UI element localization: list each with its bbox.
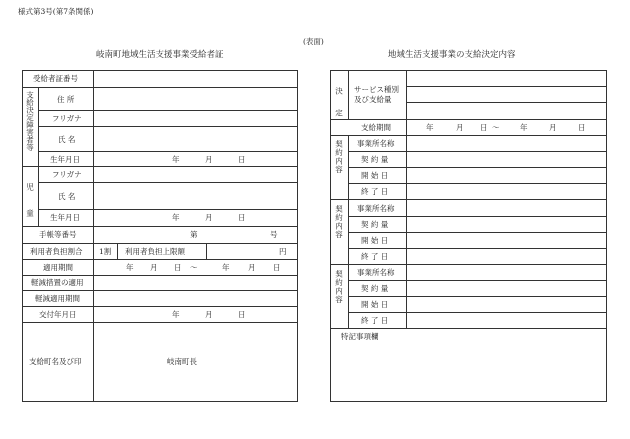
- right-hline: [330, 199, 607, 200]
- recipient-group-label: 支給決定障害者等: [25, 91, 35, 151]
- furigana-label: フリガナ: [52, 114, 82, 123]
- reduction-label: 軽減措置の適用: [31, 278, 84, 287]
- period-start-day: 日: [174, 263, 182, 272]
- contract-group-label-1: 契約内容: [334, 140, 344, 174]
- contract-group-label-3: 契約内容: [334, 270, 344, 304]
- right-hline: [330, 119, 607, 120]
- contract-amount-label-2: 契 約 量: [361, 220, 389, 229]
- left-hline: [38, 110, 298, 111]
- service-type-label-1: サービス種別: [354, 85, 399, 94]
- right-hline: [406, 102, 607, 103]
- period-end-year: 年: [222, 263, 230, 272]
- burden-ratio-value: 1割: [99, 247, 112, 256]
- supply-tilde: ～: [492, 123, 500, 132]
- left-title: 岐南町地域生活支援事業受給者証: [96, 50, 224, 60]
- end-date-label-2: 終 了 日: [361, 252, 389, 261]
- right-hline: [348, 280, 607, 281]
- left-hline: [22, 87, 298, 88]
- end-date-label-1: 終 了 日: [361, 187, 389, 196]
- child-birthdate-label: 生年月日: [50, 213, 80, 222]
- issue-day: 日: [238, 310, 246, 319]
- decision-label: 決 定: [334, 87, 344, 123]
- start-date-label-3: 開 始 日: [361, 300, 389, 309]
- decision-sep: [348, 70, 349, 119]
- left-hline: [38, 182, 298, 183]
- burden-sep: [117, 243, 118, 259]
- address-label: 住 所: [57, 95, 75, 104]
- right-hline: [348, 167, 607, 168]
- birthdate-label: 生年月日: [50, 155, 80, 164]
- right-hline: [348, 312, 607, 313]
- right-hline: [330, 328, 607, 329]
- left-hline: [22, 243, 298, 244]
- office-name-label-2: 事業所名称: [357, 204, 395, 213]
- right-hline: [348, 232, 607, 233]
- start-date-label-2: 開 始 日: [361, 236, 389, 245]
- supply-end-year: 年: [520, 123, 528, 132]
- supply-end-day: 日: [578, 123, 586, 132]
- notes-label: 特記事項欄: [341, 332, 379, 341]
- left-hline: [22, 322, 298, 323]
- town-name: 岐南町長: [167, 357, 197, 366]
- left-hline: [22, 166, 298, 167]
- child-furigana-label: フリガナ: [52, 170, 82, 179]
- supply-end-month: 月: [549, 123, 557, 132]
- supply-period-label: 支給期間: [361, 123, 391, 132]
- right-hline: [348, 296, 607, 297]
- issue-year: 年: [172, 310, 180, 319]
- left-hline: [22, 275, 298, 276]
- left-col-line: [93, 70, 94, 402]
- office-name-label-1: 事業所名称: [357, 139, 395, 148]
- left-hline: [22, 290, 298, 291]
- supply-start-year: 年: [426, 123, 434, 132]
- child-group-label: 児 童: [25, 183, 35, 225]
- period-start-month: 月: [150, 263, 158, 272]
- issue-date-label: 交付年月日: [39, 310, 77, 319]
- right-hline: [406, 86, 607, 87]
- form-number: 様式第3号(第7条関係): [18, 7, 94, 16]
- left-hline: [22, 306, 298, 307]
- side-label: (表面): [303, 37, 324, 46]
- supply-start-month: 月: [456, 123, 464, 132]
- period-tilde: ～: [190, 263, 198, 272]
- left-hline: [22, 259, 298, 260]
- child-name-label: 氏 名: [58, 192, 76, 201]
- contract-amount-label-3: 契 約 量: [361, 284, 389, 293]
- child-birth-month: 月: [205, 213, 213, 222]
- right-hline: [348, 216, 607, 217]
- service-type-label-2: 及び支給量: [354, 95, 392, 104]
- child-birth-year: 年: [172, 213, 180, 222]
- end-date-label-3: 終 了 日: [361, 316, 389, 325]
- handbook-label: 手帳等番号: [39, 230, 77, 239]
- right-hline: [330, 264, 607, 265]
- period-label: 適用期間: [43, 263, 73, 272]
- birth-month: 月: [205, 155, 213, 164]
- left-hline: [38, 209, 298, 210]
- left-group-line: [38, 87, 39, 226]
- right-hline: [348, 248, 607, 249]
- burden-ratio-label: 利用者負担割合: [30, 247, 83, 256]
- right-title: 地域生活支援事業の支給決定内容: [388, 50, 516, 60]
- right-hline: [348, 183, 607, 184]
- burden-limit-label: 利用者負担上限額: [125, 247, 185, 256]
- period-start-year: 年: [126, 263, 134, 272]
- child-birth-day: 日: [238, 213, 246, 222]
- start-date-label-1: 開 始 日: [361, 171, 389, 180]
- left-hline: [38, 126, 298, 127]
- period-end-day: 日: [273, 263, 281, 272]
- right-hline: [348, 151, 607, 152]
- handbook-dai: 第: [190, 230, 198, 239]
- contract-group-label-2: 契約内容: [334, 205, 344, 239]
- left-hline: [22, 226, 298, 227]
- left-hline: [38, 151, 298, 152]
- reduction-period-label: 軽減適用期間: [35, 294, 80, 303]
- handbook-go: 号: [270, 230, 278, 239]
- supply-start-day: 日: [480, 123, 488, 132]
- town-seal-label: 支給町名及び印: [29, 357, 82, 366]
- burden-yen: 円: [279, 247, 287, 256]
- birth-year: 年: [172, 155, 180, 164]
- birth-day: 日: [238, 155, 246, 164]
- burden-sep: [206, 243, 207, 259]
- issue-month: 月: [205, 310, 213, 319]
- right-hline: [330, 135, 607, 136]
- recipient-number-label: 受給者証番号: [33, 74, 78, 83]
- name-label: 氏 名: [58, 135, 76, 144]
- contract-amount-label-1: 契 約 量: [361, 155, 389, 164]
- office-name-label-3: 事業所名称: [357, 268, 395, 277]
- period-end-month: 月: [248, 263, 256, 272]
